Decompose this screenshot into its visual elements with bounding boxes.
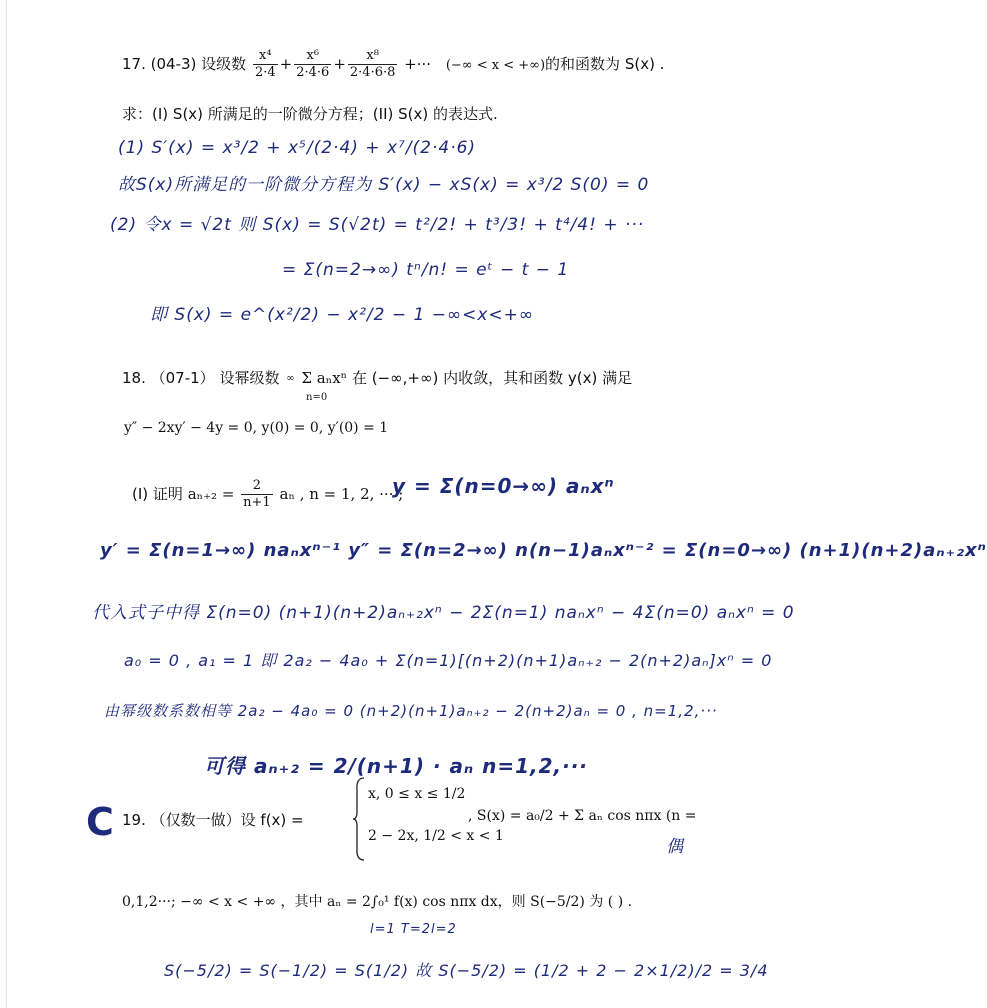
prove-lhs: aₙ₊₂ = — [187, 485, 235, 503]
problem-18-lead: 设幂级数 — [219, 369, 280, 387]
hw-18-recurrence: 可得 aₙ₊₂ = 2/(n+1) · aₙ n=1,2,··· — [204, 754, 588, 778]
problem-18-source: （07-1） — [150, 369, 215, 387]
sum-bottom: n=0 — [306, 392, 328, 403]
problem-17-ending: 的和函数为 S(x) . — [545, 55, 665, 73]
fourier-series: , S(x) = a₀/2 + Σ aₙ cos nπx (n = — [468, 808, 697, 824]
hw-17-ode: 故S(x)所满足的一阶微分方程为 S′(x) − xS(x) = x³/2 S(0) = 0 — [118, 175, 650, 195]
problem-18-number: 18. — [122, 369, 146, 387]
series-tail: +··· — [404, 55, 432, 73]
hw-18-substitute: 代入式子中得 Σ(n=0) (n+1)(n+2)aₙ₊₂xⁿ − 2Σ(n=1) naₙxⁿ − 4Σ(n=0) aₙxⁿ = 0 — [92, 603, 795, 623]
problem-19-line-2: 0,1,2···; −∞ < x < +∞ ，其中 aₙ = 2∫₀¹ f(x) cos nπx dx，则 S(−5/2) 为 ( ) . — [122, 894, 633, 910]
hw-18-coefficients: 由幂级数系数相等 2a₂ − 4a₀ = 0 (n+2)(n+1)aₙ₊₂ − 2(n+2)aₙ = 0 , n=1,2,··· — [104, 702, 718, 720]
hw-18-derivatives: y′ = Σ(n=1→∞) naₙxⁿ⁻¹ y″ = Σ(n=2→∞) n(n−1)aₙxⁿ⁻² = Σ(n=0→∞) (n+1)(n+2)aₙ₊₂xⁿ — [100, 540, 987, 561]
hw-19-even: 偶 — [666, 837, 684, 857]
problem-17-ask — [122, 104, 498, 124]
ask-part-2: S(x) 的表达式. — [398, 105, 498, 123]
problem-18-prove — [132, 478, 403, 511]
prove-rhs: aₙ , n = 1, 2, ··· ; — [279, 485, 404, 503]
hw-19-answer-mark: C — [86, 800, 114, 844]
sum-sign: ∞ — [286, 372, 295, 384]
hw-17-result: 即 S(x) = e^(x²/2) − x²/2 − 1 −∞<x<+∞ — [150, 305, 535, 325]
hw-17-sum: = Σ(n=2→∞) tⁿ/n! = eᵗ − t − 1 — [282, 260, 570, 280]
prove-label: (I) 证明 — [132, 485, 183, 503]
power-series: Σ aₙxⁿ — [301, 369, 348, 387]
problem-17-number: 17. — [122, 55, 146, 73]
problem-17-line-1: 17. (04-3) 设级数 $\frac{\text{x⁴}}{2\cdot 4}$ + $\frac{\text{x⁶}}{2\cdot 4\cdot 6}$ + $\frac{\text{x⁸}}{2\cdot 4\cdot 6\cdot 8}$ +··· (−∞ < x < +∞)的和函数为 S(x) . — [122, 48, 665, 80]
hw-17-derivative: (1) S′(x) = x³/2 + x⁵/(2·4) + x⁷/(2·4·6) — [118, 138, 477, 158]
hw-19-result: S(−5/2) = S(−1/2) = S(1/2) 故 S(−5/2) = (1/2 + 2 − 2×1/2)/2 = 3/4 — [164, 961, 769, 980]
problem-18-mid: 在 (−∞,+∞) 内收敛，其和函数 y(x) 满足 — [351, 369, 633, 387]
hw-19-period: l=1 T=2l=2 — [370, 922, 457, 937]
series-term-2: $\frac{\text{x⁶}}{2\cdot 4\cdot 6}$ — [296, 48, 330, 80]
ask-prefix: 求：(I) — [122, 105, 169, 123]
hw-17-substitution: (2) 令x = √2t 则 S(x) = S(√2t) = t²/2! + t³/3! + t⁴/4! + ··· — [110, 215, 645, 235]
prove-fraction: $\frac{2}{n+1}$ — [243, 478, 271, 510]
problem-19-line-1 — [122, 810, 304, 830]
problem-18-line-1 — [122, 368, 632, 388]
problem-17-source: (04-3) — [150, 55, 197, 73]
problem-17-lead: 设级数 — [201, 55, 247, 73]
hw-18-initial: a₀ = 0 , a₁ = 1 即 2a₂ − 4a₀ + Σ(n=1)[(n+2)(n+1)aₙ₊₂ − 2(n+2)aₙ]xⁿ = 0 — [124, 651, 773, 670]
page-edge — [6, 0, 7, 1008]
series-term-1: $\frac{\text{x⁴}}{2\cdot 4}$ — [254, 48, 276, 80]
problem-19-lead: （仅数一做）设 f(x) = — [150, 811, 304, 829]
piecewise-brace — [352, 776, 366, 862]
series-term-3: $\frac{\text{x⁸}}{2\cdot 4\cdot 6\cdot 8}$ — [349, 48, 396, 80]
series-domain: (−∞ < x < +∞) — [445, 58, 546, 73]
ask-part-1: S(x) 所满足的一阶微分方程；(II) — [172, 105, 394, 123]
problem-18-ode: y″ − 2xy′ − 4y = 0, y(0) = 0, y′(0) = 1 — [124, 420, 389, 436]
piecewise-case-2: 2 − 2x, 1/2 < x < 1 — [368, 828, 504, 844]
piecewise-case-1: x, 0 ≤ x ≤ 1/2 — [368, 786, 466, 802]
hw-18-series: y = Σ(n=0→∞) aₙxⁿ — [392, 474, 615, 498]
problem-19-number: 19. — [122, 811, 146, 829]
